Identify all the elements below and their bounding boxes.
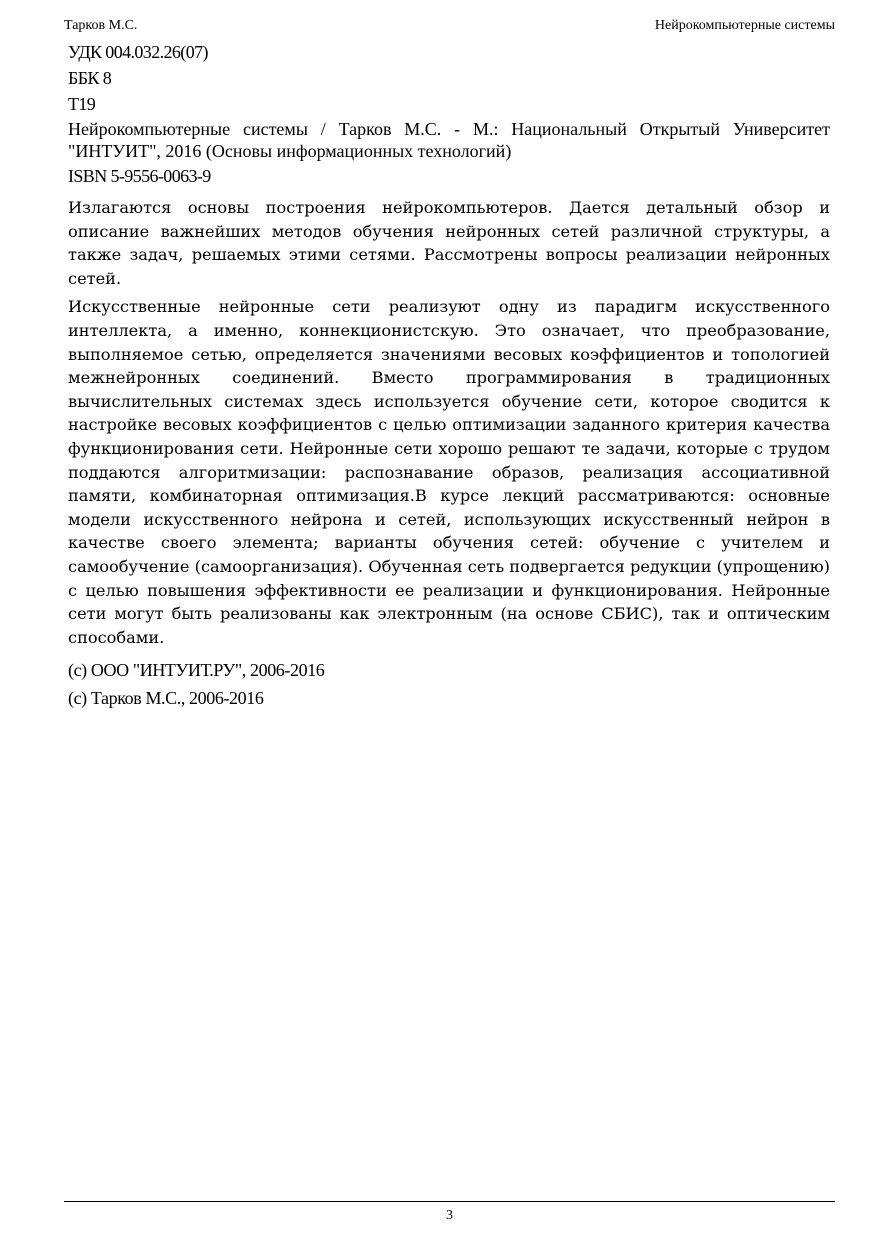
footer-divider (64, 1201, 835, 1202)
running-header (64, 17, 835, 35)
page-content (68, 40, 830, 714)
header-author: Тарков М.С. (64, 18, 138, 33)
isbn: ISBN 5-9556-0063-9 (68, 166, 211, 186)
abstract-paragraph-2: Искусственные нейронные сети реализуют одну из парадигм искусственного интеллекта, а именно, коннекционистскую. Это означает, что преобразование, выполняемое сетью, определяется значениями весовых коэффициентов и топологией межнейронных соединений. Вместо программирования в традиционных вычислительных системах здесь используется обучение сети, которое сводится к настройке весовых коэффициентов с целью оптимизации заданного критерия качества функционирования сети. Нейронные сети хорошо решают те задачи, которые с трудом поддаются алгоритмизации: распознавание образов, реализация ассоциативной памяти, комбинаторная оптимизация.В курсе лекций рассматриваются: основные модели искусственного нейрона и сетей, использующих искусственный нейрон в качестве своего элемента; варианты обучения сетей: обучение с учителем и самообучение (самоорганизация). Обученная сеть подвергается редукции (упрощению) с целью повышения эффективности ее реализации и функционирования. Нейронные сети могут быть реализованы как электронным (на основе СБИС), так и оптическим способами. (68, 297, 830, 647)
bibliographic-citation: Нейрокомпьютерные системы / Тарков М.С. - М.: Национальный Открытый Университет "ИНТУИТ", 2016 (Основы информационных технологий) (68, 119, 830, 161)
copyright-author: (с) Тарков М.С., 2006-2016 (68, 688, 264, 709)
header-book-title: Нейрокомпьютерные системы (654, 18, 835, 33)
abstract-paragraph-1: Излагаются основы построения нейрокомпьютеров. Дается детальный обзор и описание важнейших методов обучения нейронных сетей различной структуры, а также задач, решаемых этими сетями. Рассмотрены вопросы реализации нейронных сетей. (68, 198, 830, 288)
author-sign-code: Т19 (68, 94, 96, 114)
udk-code: УДК 004.032.26(07) (68, 42, 208, 62)
page-number: 3 (446, 1208, 453, 1223)
copyright-publisher: (с) ООО "ИНТУИТ.РУ", 2006-2016 (68, 660, 325, 681)
bbk-code: ББК 8 (68, 68, 112, 88)
